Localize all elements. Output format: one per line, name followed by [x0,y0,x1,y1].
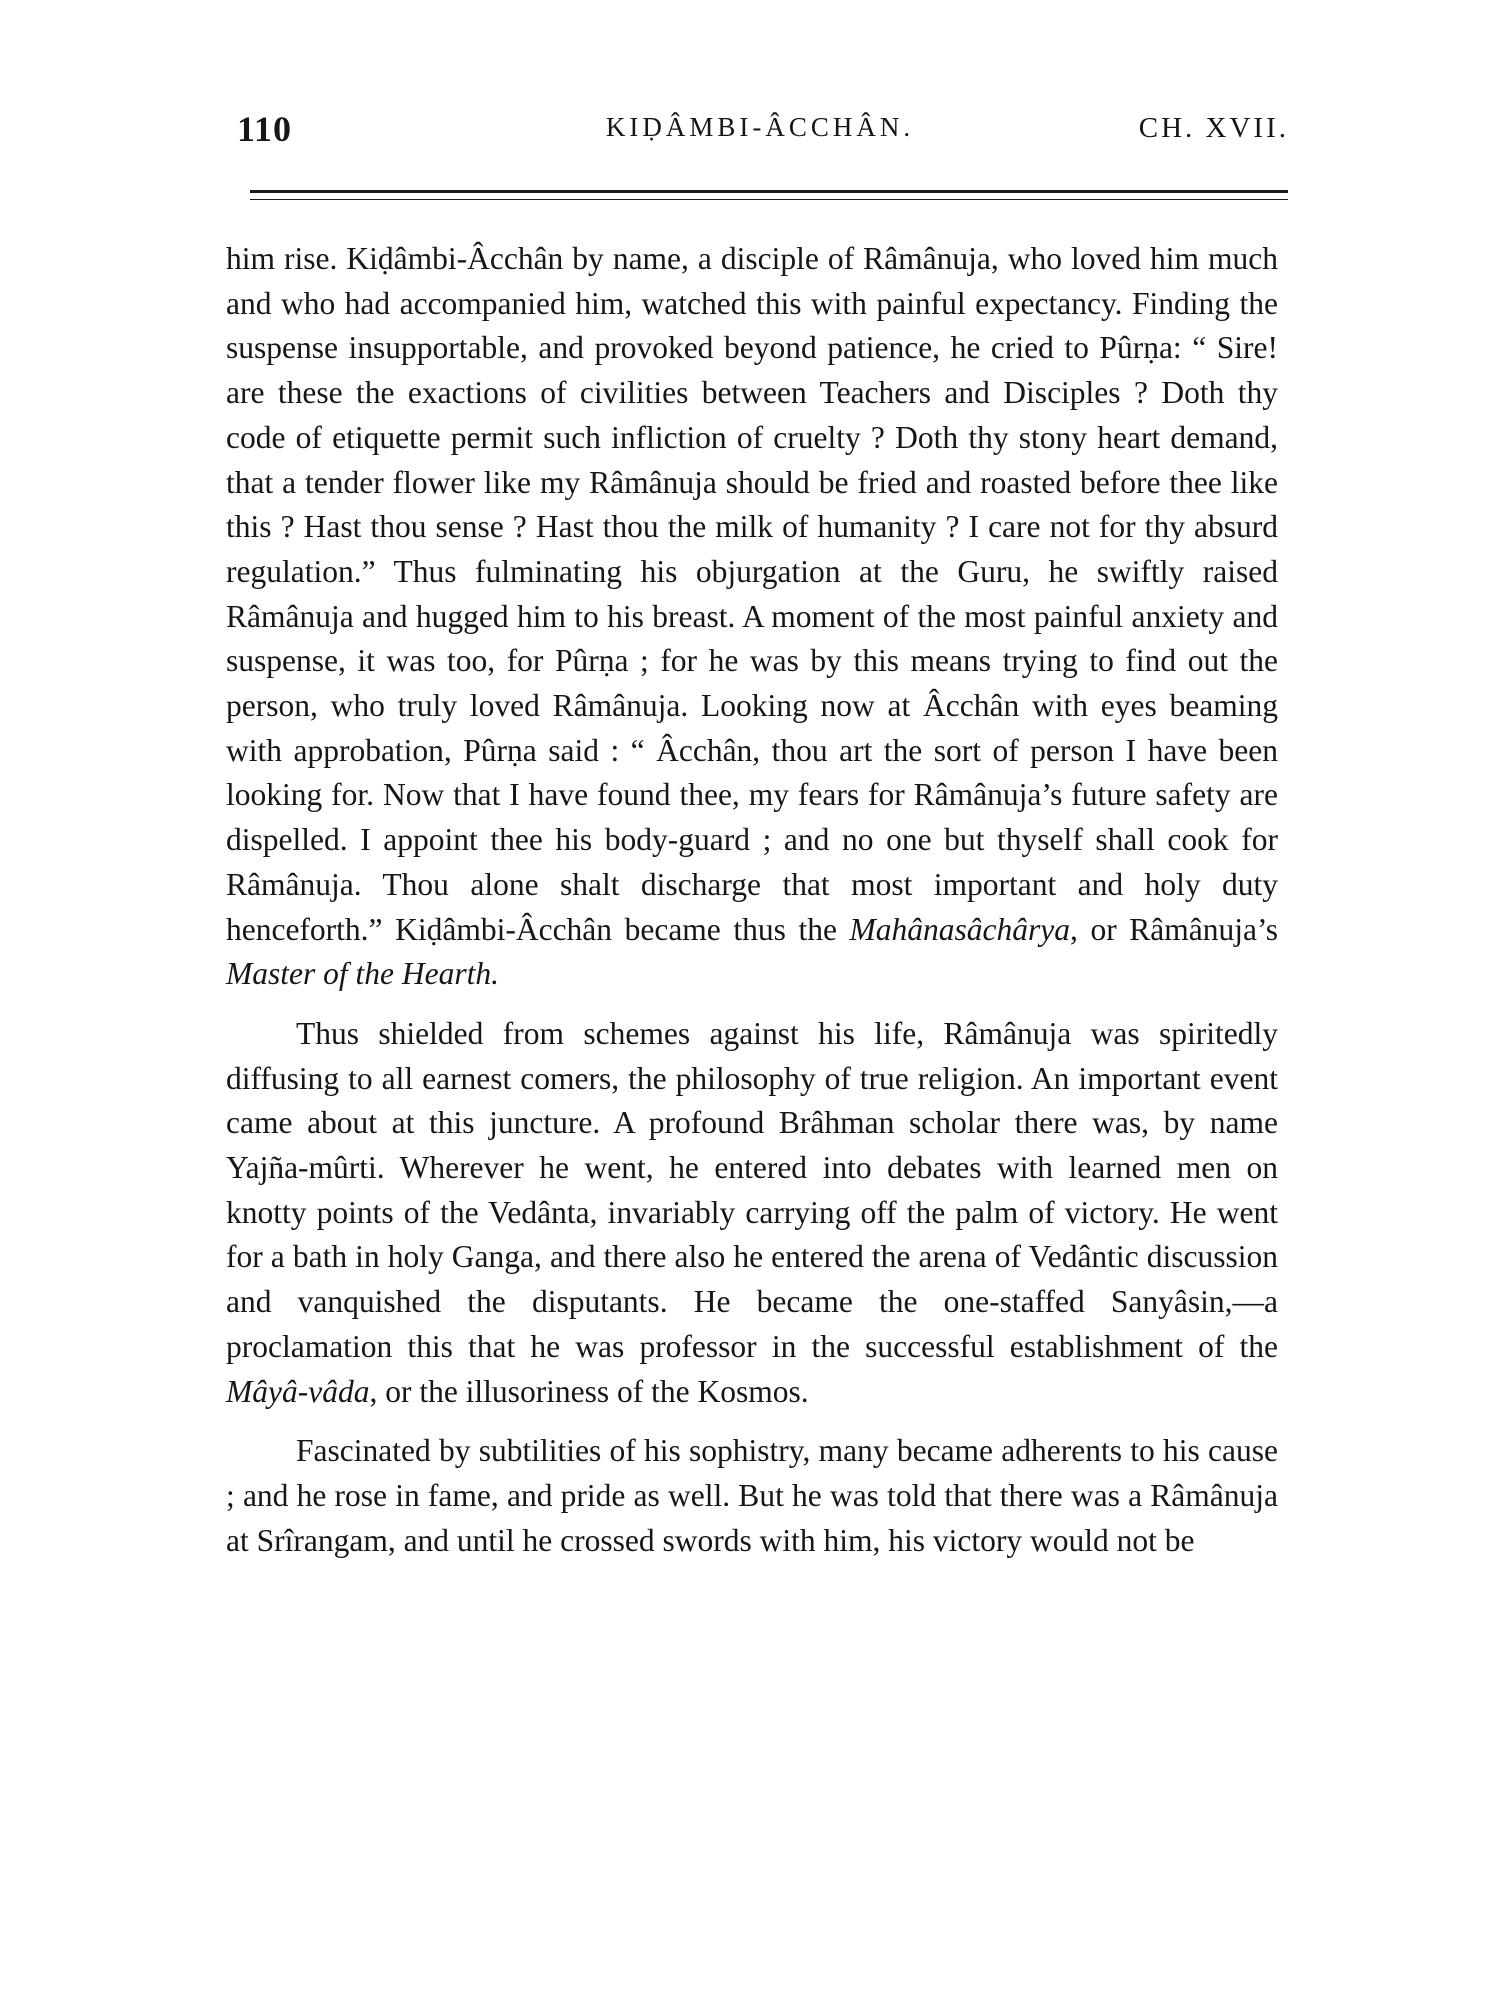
header-rule-thick [250,190,1288,193]
paragraph [226,1012,1278,1414]
text-segment: Thus shielded from schemes against his life, Râmânuja was spiritedly diffusing to all earnest comers, the philosophy of true religion. An important event came about at this juncture. A profound Brâhman scholar there was, by name Yajña-mûrti. Wherever he went, he entered into debates with learned men on knotty points of the Vedânta, invariably carrying off the palm of victory. He went for a bath in holy Ganga, and there also he entered the arena of Vedântic discussion and vanquished the disputants. He became the one-staffed Sanyâsin,—a proclamation this that he was professor in the successful establishment of the [226,1015,1278,1364]
text-segment: , or Râmânuja’s [1070,911,1278,947]
running-title: KIḌÂMBI-ÂCCHÂN. [605,112,915,142]
italic-term: Master of the Hearth. [226,956,499,992]
text-segment: , or the illusoriness of the Kosmos. [369,1373,809,1409]
page-number: 110 [237,109,293,149]
italic-term: Mâyâ-vâda [226,1373,370,1409]
paragraph [226,1429,1278,1563]
chapter-reference: CH. XVII. [1138,112,1289,144]
text-segment: Fascinated by subtilities of his sophistry, many became adherents to his cause ; and he rose in fame, and pride as well. But he was told that there was a Râmânuja at Srîrangam, and until he crossed swords with him, his victory would not be [226,1433,1278,1558]
italic-term: Mahânasâchârya [849,911,1070,947]
body-text [226,237,1278,1563]
page-header [225,108,1295,158]
text-segment: him rise. Kiḍâmbi-Âcchân by name, a disciple of Râmânuja, who loved him much and who had accompanied him, watched this with painful expectancy. Finding the suspense insupportable, and provoked beyond patience, he cried to Pûrṇa: “ Sire! are these the exactions of civilities between Teachers and Disciples ? Doth thy code of etiquette permit such infliction of cruelty ? Doth thy stony heart demand, that a tender flower like my Râmânuja should be fried and roasted before thee like this ? Hast thou sense ? Hast thou the milk of humanity ? I care not for thy absurd regulation.” Thus fulminating his objurgation at the Guru, he swiftly raised Râmânuja and hugged him to his breast. A moment of the most painful anxiety and suspense, it was too, for Pûrṇa ; for he was by this means trying to find out the person, who truly loved Râmânuja. Looking now at Âcchân with eyes beaming with approbation, Pûrṇa said : “ Âcchân, thou art the sort of person I have been looking for. Now that I have found thee, my fears for Râmânuja’s future safety are dispelled. I appoint thee his body-guard ; and no one but thyself shall cook for Râmânuja. Thou alone shalt discharge that most important and holy duty henceforth.” Kiḍâmbi-Âcchân became thus the [226,241,1278,947]
header-rule-thin [250,199,1288,200]
paragraph-continued [226,237,1278,997]
